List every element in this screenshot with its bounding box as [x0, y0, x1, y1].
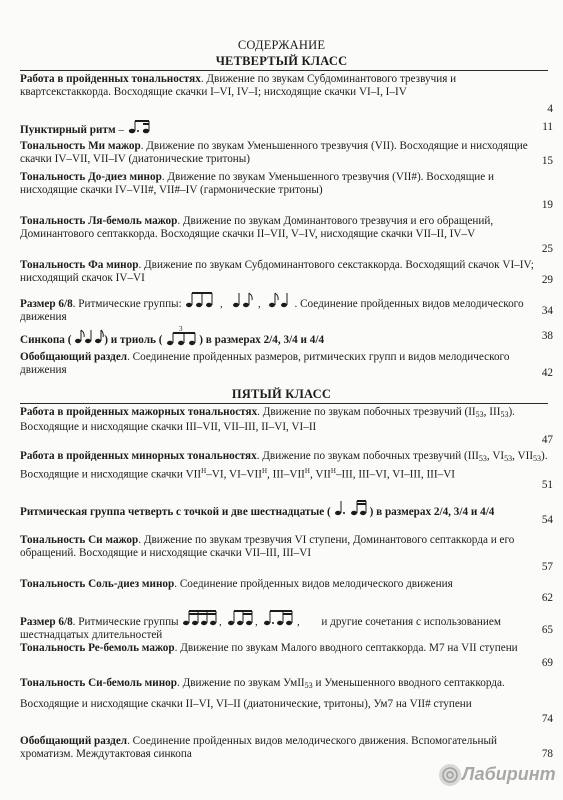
entry-page: 51 [541, 479, 553, 491]
entry-title: Работа в пройденных мажорных тональностях [20, 406, 258, 418]
page-title: СОДЕРЖАНИЕ [237, 38, 326, 52]
entry-desc: . Ритмические группы: [72, 298, 182, 310]
svg-text:,: , [258, 298, 262, 309]
entry-page: 11 [542, 121, 553, 133]
entry-page: 54 [541, 514, 553, 526]
entry-title: Синкопа ( [20, 334, 72, 346]
entry-page: 4 [547, 103, 553, 115]
toc-entry: Работа в пройденных мажорных тональностях. Движение по звукам побочных трезвучий ($II_{53}$, $III_{53}$). Восходящие и нисходящие скачки III–VII, VII–III, II–VI, VI–II [20, 406, 515, 433]
entry-page: 19 [541, 199, 553, 211]
entry-title: Размер 6/8 [20, 616, 73, 628]
entry-desc: . Движение по звукам Субдоминантового трезвучия и квартсекстаккорда. Восходящие скачки I–VI, IV–I; нисходящие скачки VI–I, I–IV [20, 73, 457, 98]
toc-entry [20, 119, 548, 137]
entry-desc: . Движение по звукам Уменьшенного трезвучия (VII#). Восходящие и нисходящие скачки IV–VII#, VII#–IV (гармонические тритоны) [20, 171, 495, 196]
toc-entry [20, 73, 548, 99]
entry-page: 38 [541, 330, 553, 342]
dotted-rhythm-icon [127, 119, 157, 135]
toc-entry [20, 578, 548, 591]
entry-desc: . Соединение пройденных размеров, ритмических групп и видов мелодического движения [20, 351, 510, 376]
svg-text:,: , [219, 616, 223, 627]
section-divider [20, 70, 548, 71]
toc-entry [20, 325, 548, 347]
toc-entry [20, 171, 548, 197]
entry-title: Тональность Си-бемоль минор [20, 677, 177, 689]
entry-title: Тональность До-диез минор [20, 171, 162, 183]
entry-title: Тональность Ре-бемоль мажор [20, 642, 175, 654]
toc-entry [20, 140, 548, 166]
entry-page: 74 [541, 713, 553, 725]
entry-page: 62 [541, 592, 553, 604]
entry-desc: . Движение по звукам Уменьшенного трезвучия (VII). Восходящие и нисходящие скачки IV–VII, VII–IV (диатонические тритоны) [20, 140, 528, 165]
entry-title: Пунктирный ритм [20, 124, 116, 136]
entry-desc: . Движение по звукам Малого вводного септаккорда. M7 на VII ступени [174, 642, 518, 654]
entry-desc: . Соединение пройденных видов мелодического движения [20, 298, 524, 323]
entry-page: 57 [541, 561, 553, 573]
labyrinth-logo-icon [438, 762, 462, 788]
entry-title: Размер 6/8 [20, 298, 73, 310]
toc-entry [20, 351, 548, 377]
entry-title: ) в размерах 2/4, 3/4 и 4/4 [369, 506, 495, 518]
triplet-icon [165, 325, 199, 347]
toc-entry [20, 642, 548, 655]
entry-page: 78 [541, 748, 553, 760]
entry-page: 15 [541, 155, 553, 167]
entry-title: Тональность Соль-диез минор [20, 578, 175, 590]
entry-title: Работа в пройденных минорных тональностях [20, 450, 257, 462]
syncopation-icon [74, 327, 104, 345]
dotted-quarter-sixteenths-icon [334, 499, 370, 517]
entry-title: Ритмическая группа четверть с точкой и две шестнадцатые ( [20, 506, 331, 518]
entry-title: Обобщающий раздел [20, 735, 128, 747]
toc-entry: Тональность Си-бемоль минор. Движение по звукам УмII$_{53}$ и Уменьшенного вводного септаккорда. Восходящие и нисходящие скачки II–VI, VI–II (диатонические, тритоны), Ум7 на VII# ступени [20, 677, 505, 710]
sixteenth-groups-icon [181, 609, 321, 627]
toc-entry [20, 291, 548, 324]
svg-text:3: 3 [179, 325, 183, 333]
toc-entry [20, 534, 548, 560]
entry-title: Тональность Фа минор [20, 259, 139, 271]
entry-title: Тональность Ля-бемоль мажор [20, 215, 178, 227]
entry-desc: . Движение по звукам трезвучия VI ступени, Доминантового септаккорда и его обращений. Восходящие и нисходящие скачки VII–III, III–VI [20, 534, 515, 559]
entry-desc: – [115, 124, 124, 136]
section-title-grade-4: ЧЕТВЕРТЫЙ КЛАСС [215, 54, 348, 68]
entry-page: 34 [541, 305, 553, 317]
entry-page: 25 [541, 243, 553, 255]
toc-entry [20, 215, 548, 241]
section-title-grade-5: ПЯТЫЙ КЛАСС [231, 387, 332, 401]
svg-text:,: , [255, 616, 259, 627]
entry-page: 47 [541, 434, 553, 446]
entry-title: Работа в пройденных тональностях [20, 73, 201, 85]
entry-title: ) в размерах 2/4, 3/4 и 4/4 [199, 334, 325, 346]
svg-text:,: , [220, 298, 224, 309]
entry-desc: . Движение по звукам Субдоминантового секстаккорда. Восходящий скачок VI–IV; нисходящий скачок IV–VI [20, 259, 534, 284]
toc-entry: Работа в пройденных минорных тональностях. Движение по звукам побочных трезвучий ($III_{53}$, $VI_{53}$, $VII_{53}$). Восходящие и нисходящие скачки $VII^H-VI$, $VI-VII^H$, III–$VII^H$, $VII^H$–III, III–VI, VI–III, III–VI [20, 450, 548, 481]
section-divider [20, 403, 548, 404]
entry-desc: . Соединение пройденных видов мелодического движения. Вспомогательный хроматизм. Междутактовая синкопа [20, 735, 497, 760]
toc-entry [20, 735, 548, 761]
entry-title: ) и триоль ( [104, 334, 163, 346]
entry-page: 69 [541, 657, 553, 669]
entry-page: 29 [541, 274, 553, 286]
entry-desc: . Движение по звукам Доминантового трезвучия и его обращений, Доминантового септаккорда. Восходящие скачки II–VII, V–IV, нисходящие скачки VII–II, IV–V [20, 215, 494, 240]
watermark-logo [438, 762, 556, 790]
watermark-text: Лабиринт [462, 764, 556, 784]
entry-page: 65 [541, 624, 553, 636]
entry-page: 42 [541, 367, 553, 379]
toc-entry [20, 259, 548, 285]
entry-title: Тональность Ми мажор [20, 140, 141, 152]
entry-title: Обобщающий раздел [20, 351, 128, 363]
rhythm-groups-icon [184, 291, 294, 309]
entry-title: Тональность Си мажор [20, 534, 139, 546]
toc-entry: Размер 6/8. Ритмические группы , , , и другие сочетания с использованием шестнадцатых длительностей [20, 609, 548, 642]
toc-entry [20, 499, 548, 519]
entry-desc: . Соединение пройденных видов мелодического движения [174, 578, 453, 590]
svg-text:,: , [297, 616, 301, 627]
